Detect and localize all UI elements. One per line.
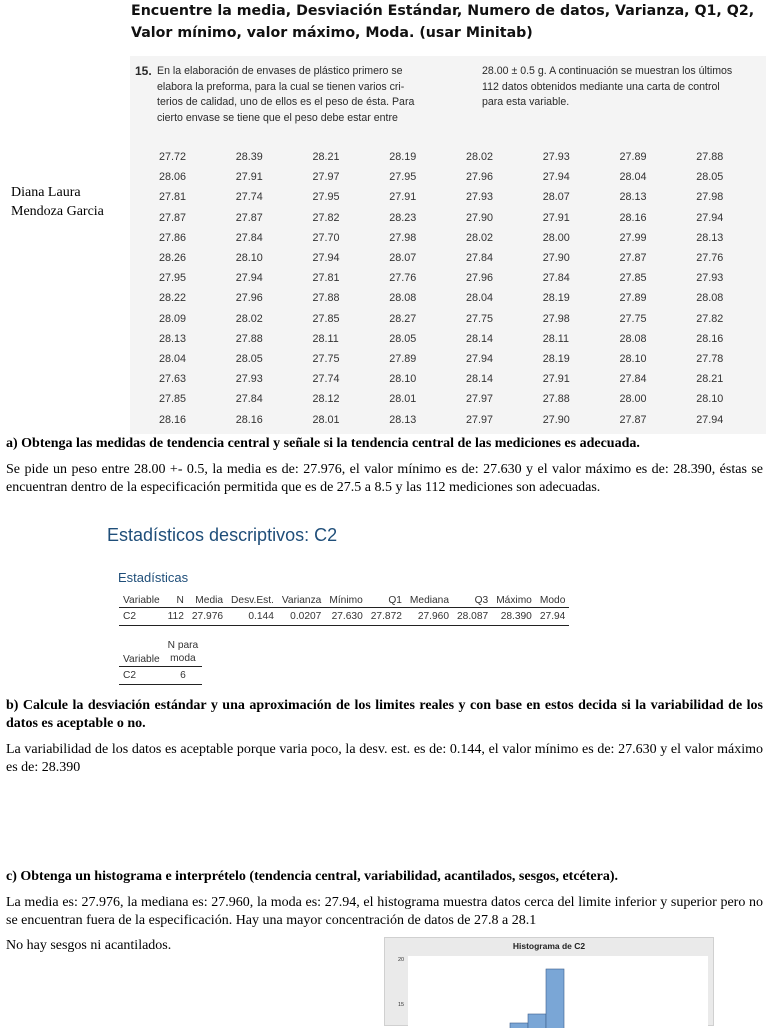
mode-cell-variable: C2 bbox=[119, 667, 164, 685]
data-cell: 27.84 bbox=[542, 272, 570, 285]
question-b-heading: b) Calcule la desviación estándar y una aproximación de los limites reales y con base en estos decida si la variabilidad de los datos es aceptable o no. bbox=[6, 698, 763, 731]
data-cell: 28.13 bbox=[619, 191, 647, 204]
data-cell: 28.05 bbox=[235, 353, 263, 366]
data-cell: 27.94 bbox=[466, 353, 494, 366]
mode-table bbox=[119, 638, 202, 685]
data-cell: 27.97 bbox=[312, 171, 340, 184]
data-cell: 27.90 bbox=[542, 252, 570, 265]
data-cell: 28.10 bbox=[235, 252, 263, 265]
data-cell: 27.90 bbox=[466, 211, 494, 224]
data-cell: 27.95 bbox=[312, 191, 340, 204]
data-cell: 27.97 bbox=[466, 413, 494, 426]
data-cell: 27.74 bbox=[312, 373, 340, 386]
data-cell: 27.91 bbox=[389, 191, 417, 204]
data-cell: 27.84 bbox=[235, 393, 263, 406]
data-cell: 27.87 bbox=[235, 211, 263, 224]
stats-header: Variable bbox=[119, 594, 164, 608]
data-cell: 27.90 bbox=[542, 413, 570, 426]
data-cell: 27.98 bbox=[542, 312, 570, 325]
stats-cell: C2 bbox=[119, 608, 164, 626]
stats-cell: 27.960 bbox=[406, 608, 453, 626]
data-cell: 28.13 bbox=[696, 231, 724, 244]
data-cell: 28.06 bbox=[159, 171, 187, 184]
stats-header: Q1 bbox=[367, 594, 406, 608]
data-cell: 28.00 bbox=[619, 393, 647, 406]
question-a-answer: Se pide un peso entre 28.00 +- 0.5, la media es de: 27.976, el valor mínimo es de: 27.630 y el valor máximo es de: 28.390, éstas se encuentran dentro de la especificación permitida que es de 27.5 a 8.5 y las 112 mediciones son adecuadas. bbox=[6, 462, 763, 495]
problem-line: para esta variable. bbox=[482, 96, 570, 108]
stats-header: Máximo bbox=[492, 594, 536, 608]
stats-cell: 0.0207 bbox=[278, 608, 325, 626]
data-cell: 27.75 bbox=[619, 312, 647, 325]
data-cell: 28.16 bbox=[235, 413, 263, 426]
data-cell: 27.85 bbox=[619, 272, 647, 285]
data-cell: 28.01 bbox=[389, 393, 417, 406]
data-cell: 27.72 bbox=[159, 151, 187, 163]
question-c-note: No hay sesgos ni acantilados. bbox=[6, 938, 172, 953]
data-cell: 27.94 bbox=[696, 211, 724, 224]
stats-cell: 27.976 bbox=[188, 608, 227, 626]
data-cell: 27.70 bbox=[312, 231, 340, 244]
data-cell: 28.13 bbox=[159, 332, 187, 345]
data-cell: 27.93 bbox=[542, 151, 570, 163]
data-cell: 28.27 bbox=[389, 312, 417, 325]
author-name bbox=[11, 183, 104, 221]
data-cell: 27.93 bbox=[235, 373, 263, 386]
data-cell: 27.88 bbox=[696, 151, 724, 163]
mode-header-count bbox=[164, 638, 203, 667]
data-cell: 28.08 bbox=[619, 332, 647, 345]
data-cell: 27.95 bbox=[389, 171, 417, 184]
problem-line: terios de calidad, uno de ellos es el peso de ésta. Para bbox=[157, 96, 415, 108]
data-cell: 27.75 bbox=[466, 312, 494, 325]
data-cell: 27.87 bbox=[619, 252, 647, 265]
data-cell: 28.02 bbox=[235, 312, 263, 325]
data-cell: 27.99 bbox=[619, 231, 647, 244]
data-cell: 27.91 bbox=[235, 171, 263, 184]
data-cell: 27.94 bbox=[696, 413, 724, 426]
data-cell: 27.88 bbox=[312, 292, 340, 305]
histogram-bar bbox=[546, 969, 564, 1028]
problem-line: 28.00 ± 0.5 g. A continuación se muestran los últimos bbox=[482, 65, 733, 77]
data-cell: 27.86 bbox=[159, 231, 187, 244]
data-cell: 28.16 bbox=[619, 211, 647, 224]
data-cell: 28.22 bbox=[159, 292, 187, 305]
data-cell: 28.26 bbox=[159, 252, 187, 265]
stats-cell: 27.872 bbox=[367, 608, 406, 626]
data-cell: 28.16 bbox=[696, 332, 724, 345]
data-cell: 28.19 bbox=[542, 353, 570, 366]
data-cell: 27.76 bbox=[696, 252, 724, 265]
data-cell: 27.78 bbox=[696, 353, 724, 366]
data-cell: 28.01 bbox=[312, 413, 340, 426]
minitab-title: Estadísticos descriptivos: C2 bbox=[107, 525, 338, 545]
data-cell: 28.08 bbox=[696, 292, 724, 305]
data-cell: 28.04 bbox=[619, 171, 647, 184]
stats-cell: 28.087 bbox=[453, 608, 492, 626]
data-table bbox=[146, 147, 760, 430]
stats-cell: 112 bbox=[164, 608, 188, 626]
data-cell: 27.96 bbox=[235, 292, 263, 305]
data-cell: 27.81 bbox=[159, 191, 187, 204]
question-c-answer: La media es: 27.976, la mediana es: 27.960, la moda es: 27.94, el histograma muestra datos cerca del limite inferior y superior pero no se encuentran fuera de la especificación. Hay una mayor concentración de datos de 27.8 a 28.1 bbox=[6, 895, 763, 928]
y-tick-label: 15 bbox=[398, 1002, 405, 1008]
data-cell: 28.14 bbox=[466, 373, 494, 386]
problem-line: 112 datos obtenidos mediante una carta de control bbox=[482, 80, 720, 93]
mode-header-line: moda bbox=[170, 653, 196, 664]
histogram-bars bbox=[408, 956, 708, 1028]
data-cell: 28.12 bbox=[312, 393, 340, 406]
data-cell: 27.87 bbox=[619, 413, 647, 426]
data-cell: 27.89 bbox=[389, 353, 417, 366]
stats-cell: 28.390 bbox=[492, 608, 536, 626]
mode-cell-count: 6 bbox=[164, 667, 203, 685]
data-cell: 28.39 bbox=[235, 151, 263, 163]
data-cell: 27.94 bbox=[312, 252, 340, 265]
data-cell: 28.11 bbox=[312, 332, 339, 345]
stats-table bbox=[119, 594, 569, 626]
data-cell: 27.81 bbox=[312, 272, 340, 285]
problem-line: cierto envase se tiene que el peso debe estar entre bbox=[157, 111, 398, 124]
data-cell: 28.19 bbox=[542, 292, 570, 305]
histogram-chart bbox=[384, 937, 714, 1026]
data-cell: 27.91 bbox=[542, 211, 570, 224]
stats-cell: 0.144 bbox=[227, 608, 278, 626]
data-cell: 28.02 bbox=[466, 151, 494, 163]
data-cell: 27.94 bbox=[235, 272, 263, 285]
y-tick-label: 20 bbox=[398, 957, 405, 963]
stats-header: Modo bbox=[536, 594, 570, 608]
data-cell: 27.85 bbox=[312, 312, 340, 325]
data-cell: 28.19 bbox=[389, 151, 417, 163]
author-first-name: Diana Laura bbox=[11, 185, 81, 200]
question-c-heading: c) Obtenga un histograma e interprételo (tendencia central, variabilidad, acantilados, sesgos, etcétera). bbox=[6, 869, 619, 884]
question-b-answer: La variabilidad de los datos es aceptable porque varia poco, la desv. est. es de: 0.144, el valor mínimo es de: 27.630 y el valor máximo es de: 28.390 bbox=[6, 742, 763, 775]
data-cell: 27.88 bbox=[235, 332, 263, 345]
data-cell: 28.04 bbox=[159, 353, 187, 366]
page-title: Encuentre la media, Desviación Estándar, Numero de datos, Varianza, Q1, Q2, Valor mínimo, valor máximo, Moda. (usar Minitab) bbox=[131, 3, 755, 41]
mode-header-variable: Variable bbox=[119, 638, 164, 667]
data-cell: 27.82 bbox=[696, 312, 724, 325]
data-cell: 28.08 bbox=[389, 292, 417, 305]
data-cell: 28.13 bbox=[389, 413, 417, 426]
data-cell: 27.96 bbox=[466, 272, 494, 285]
data-cell: 28.16 bbox=[159, 413, 187, 426]
stats-header: N bbox=[164, 594, 188, 608]
data-cell: 27.84 bbox=[466, 252, 494, 265]
data-cell: 27.93 bbox=[696, 272, 724, 285]
data-cell: 28.14 bbox=[466, 332, 494, 345]
stats-cell: 27.630 bbox=[325, 608, 366, 626]
question-a bbox=[6, 435, 763, 497]
chart-plot-area bbox=[408, 956, 708, 1028]
problem-number: 15. bbox=[135, 64, 152, 78]
data-cell: 28.10 bbox=[389, 373, 417, 386]
data-cell: 27.76 bbox=[389, 272, 417, 285]
author-last-name: Mendoza Garcia bbox=[11, 204, 104, 219]
data-cell: 27.63 bbox=[159, 373, 187, 386]
data-cell: 27.82 bbox=[312, 211, 340, 224]
stats-header: Varianza bbox=[278, 594, 325, 608]
question-a-heading: a) Obtenga las medidas de tendencia central y señale si la tendencia central de las mediciones es adecuada. bbox=[6, 436, 640, 451]
data-cell: 28.07 bbox=[389, 252, 417, 265]
problem-line: En la elaboración de envases de plástico primero se bbox=[157, 65, 403, 77]
question-c bbox=[6, 868, 763, 930]
data-cell: 27.95 bbox=[159, 272, 187, 285]
histogram-bar bbox=[528, 1014, 546, 1028]
data-cell: 28.21 bbox=[696, 373, 724, 386]
data-cell: 28.05 bbox=[389, 332, 417, 345]
data-cell: 28.00 bbox=[542, 231, 570, 244]
data-cell: 27.98 bbox=[696, 191, 724, 204]
data-cell: 27.97 bbox=[466, 393, 494, 406]
data-cell: 28.07 bbox=[542, 191, 570, 204]
data-cell: 28.10 bbox=[619, 353, 647, 366]
data-cell: 27.93 bbox=[466, 191, 494, 204]
stats-header: Q3 bbox=[453, 594, 492, 608]
problem-excerpt bbox=[130, 56, 766, 434]
data-cell: 27.89 bbox=[619, 151, 647, 163]
data-cell: 27.89 bbox=[619, 292, 647, 305]
data-cell: 27.84 bbox=[235, 231, 263, 244]
problem-line: elabora la preforma, para la cual se tienen varios cri- bbox=[157, 80, 405, 93]
data-cell: 27.98 bbox=[389, 231, 417, 244]
data-cell: 28.05 bbox=[696, 171, 724, 184]
chart-title: Histograma de C2 bbox=[512, 941, 586, 951]
data-cell: 28.10 bbox=[696, 393, 724, 406]
data-cell: 27.84 bbox=[619, 373, 647, 386]
question-b bbox=[6, 697, 763, 777]
stats-header: Mínimo bbox=[325, 594, 366, 608]
minitab-subtitle: Estadísticas bbox=[118, 570, 189, 585]
mode-header-line: N para bbox=[167, 640, 199, 651]
data-cell: 28.21 bbox=[312, 151, 340, 163]
data-cell: 27.74 bbox=[235, 191, 263, 204]
problem-text-right bbox=[482, 64, 764, 111]
data-cell: 27.91 bbox=[542, 373, 570, 386]
stats-header: Desv.Est. bbox=[227, 594, 278, 608]
data-cell: 28.23 bbox=[389, 211, 417, 224]
data-cell: 28.02 bbox=[466, 231, 494, 244]
data-cell: 27.75 bbox=[312, 353, 340, 366]
data-cell: 27.87 bbox=[159, 211, 187, 224]
problem-text-left bbox=[157, 64, 447, 126]
stats-cell: 27.94 bbox=[536, 608, 570, 626]
data-cell: 28.11 bbox=[542, 332, 569, 345]
data-cell: 27.96 bbox=[466, 171, 494, 184]
data-cell: 27.94 bbox=[542, 171, 570, 184]
data-cell: 28.09 bbox=[159, 312, 187, 325]
data-cell: 27.88 bbox=[542, 393, 570, 406]
stats-header: Media bbox=[188, 594, 227, 608]
stats-header: Mediana bbox=[406, 594, 453, 608]
data-cell: 27.85 bbox=[159, 393, 187, 406]
data-cell: 28.04 bbox=[466, 292, 494, 305]
